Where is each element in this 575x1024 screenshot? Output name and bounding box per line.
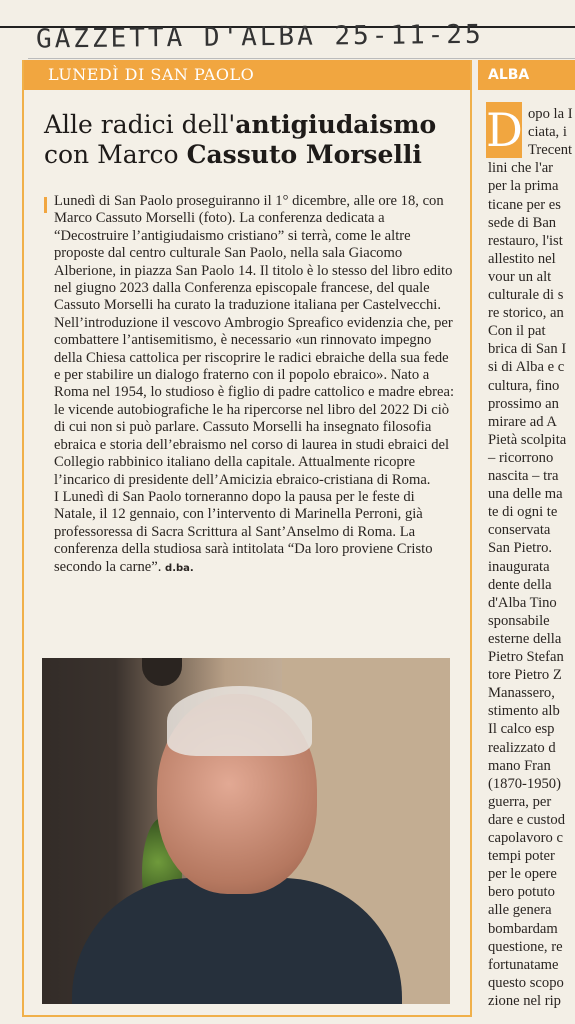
adjacent-text-line: tore Pietro Z	[488, 667, 562, 684]
adjacent-text-line: brica di San I	[488, 341, 567, 358]
adjacent-text-line: realizzato d	[488, 739, 556, 756]
adjacent-text-line: Manassero,	[488, 685, 555, 702]
article-box	[22, 60, 472, 1017]
headline-part-1: Alle radici dell'	[44, 110, 236, 139]
adjacent-text-line: questo scopo	[488, 974, 564, 991]
paragraph-3	[54, 489, 454, 577]
adjacent-text-line: mano Fran	[488, 757, 551, 774]
adjacent-text-line: lini che l'ar	[488, 160, 554, 177]
adjacent-text-line: allestito nel	[488, 250, 556, 267]
adjacent-text-line: culturale di s	[488, 287, 564, 303]
adjacent-text-line: Trecent	[528, 142, 573, 159]
author-signature: d.ba.	[165, 562, 194, 574]
adjacent-text-line: te di ogni te	[488, 504, 558, 521]
adjacent-text-line: conservata	[488, 522, 551, 539]
adjacent-text-line: alle genera	[488, 902, 552, 919]
adjacent-text-line: opo la I	[528, 106, 573, 122]
adjacent-text-line: questione, re	[488, 938, 563, 955]
adjacent-text-line: zione nel rip	[488, 992, 561, 1009]
headline-part-3: con Marco	[44, 140, 187, 169]
adjacent-text-line: sede di Ban	[488, 214, 557, 231]
adjacent-column	[478, 60, 575, 1024]
adjacent-text-line: capolavoro c	[488, 830, 563, 846]
adjacent-text-line: sponsabile	[488, 612, 550, 629]
adjacent-text-line: bero potuto	[488, 884, 555, 901]
adjacent-text-line: dente della	[488, 576, 552, 593]
article-body	[54, 193, 454, 577]
adjacent-text-line: mirare ad A	[488, 413, 557, 430]
photo-hair	[167, 686, 312, 756]
adjacent-text-line: inaugurata	[488, 558, 550, 575]
adjacent-text-line: restauro, l'ist	[488, 232, 563, 249]
adjacent-text-line: vour un alt	[488, 268, 552, 285]
adjacent-text-line: una delle ma	[488, 486, 563, 503]
headline	[44, 110, 454, 170]
adjacent-text-line: San Pietro.	[488, 540, 553, 557]
adjacent-text-line: bombardam	[488, 920, 558, 937]
portrait-photo	[42, 658, 450, 1004]
headline-part-4: Cassuto Morselli	[186, 140, 422, 169]
header-divider	[28, 58, 575, 59]
paragraph-3-text: I Lunedì di San Paolo torneranno dopo la pausa per le feste di Natale, il 12 gennaio, con l’intervento di Marinella Perroni, già professoressa di Sacra Scrittura al Sant’Anselmo di Roma. La conferenza della studiosa sarà intitolata “Da loro proviene Cristo secondo la carne”.	[54, 488, 433, 575]
headline-part-2: antigiudaismo	[235, 110, 437, 139]
section-label: LUNEDÌ DI SAN PAOLO	[24, 60, 470, 90]
adjacent-text-line: fortunatame	[488, 956, 559, 973]
adjacent-text-line: Con il pat	[488, 323, 546, 340]
adjacent-text-line: per la prima	[488, 178, 559, 195]
adjacent-text-line: guerra, per	[488, 793, 552, 810]
adjacent-text-line: – ricorrono	[488, 449, 554, 466]
adjacent-text-line: cultura, fino	[488, 377, 560, 394]
handwritten-source-note: GAZZETTA D'ALBA 25-11-25	[35, 19, 484, 55]
adjacent-text-line: Pietà scolpita	[488, 431, 567, 448]
adjacent-text-line: tempi poter	[488, 848, 555, 865]
drop-cap: D	[486, 103, 523, 157]
photo-lamp	[142, 658, 182, 686]
adjacent-text-line: nascita – tra	[488, 468, 559, 484]
adjacent-text-line: prossimo an	[488, 395, 559, 412]
adjacent-text-line: ciata, i	[528, 124, 567, 141]
adjacent-text-line: stimento alb	[488, 703, 560, 720]
adjacent-text-line: esterne della	[488, 630, 562, 647]
paragraph-2: Nell’introduzione il vescovo Ambrogio Spreafico evidenzia che, per combattere l’antisemitismo, è necessario «un rinnovato impegno della Chiesa cattolica per riscoprire le radici ebraiche della sua fede e per stabilire un dialogo fraterno con il popolo ebraico». Nato a Roma nel 1954, lo studioso è figlio di padre cattolico e madre ebrea: le vicende autobiografiche le ha ripercorse nel libro del 2022 Di ciò di cui non si può parlare. Cassuto Morselli ha insegnato filosofia ebraica e storia dell’ebraismo nel corso di laurea in studi ebraici del Collegio rabbinico italiano della capitale. Attualmente ricopre l’incarico di presidente dell’Amicizia ebraico-cristiana di Roma.	[54, 314, 454, 488]
adjacent-text-line: Pietro Stefan	[488, 649, 564, 665]
adjacent-text-line: si di Alba e c	[488, 359, 565, 376]
adjacent-section-label: ALBA	[478, 60, 575, 90]
adjacent-text-line: per le opere	[488, 866, 557, 883]
adjacent-text-line: Il calco esp	[488, 721, 555, 738]
adjacent-text-line: (1870-1950)	[488, 775, 561, 792]
adjacent-text-line: ticane per es	[488, 196, 561, 213]
paragraph-1: Lunedì di San Paolo proseguiranno il 1° dicembre, alle ore 18, con Marco Cassuto Morselli (foto). La conferenza dedicata a “Decostruire l’antigiudaismo cristiano” si terrà, come le altre proposte dal centro culturale San Paolo, nella sala Giacomo Alberione, in piazza San Paolo 14. Il titolo è lo stesso del libro edito nel giugno 2023 dalla Conferenza episcopale francese, del quale Cassuto Morselli ha curato la traduzione italiana per Castelvecchi.	[54, 193, 453, 314]
accent-bar	[44, 197, 47, 213]
adjacent-text-line: d'Alba Tino	[488, 594, 557, 611]
adjacent-text-line: re storico, an	[488, 305, 564, 322]
adjacent-text-line: dare e custod	[488, 811, 565, 828]
